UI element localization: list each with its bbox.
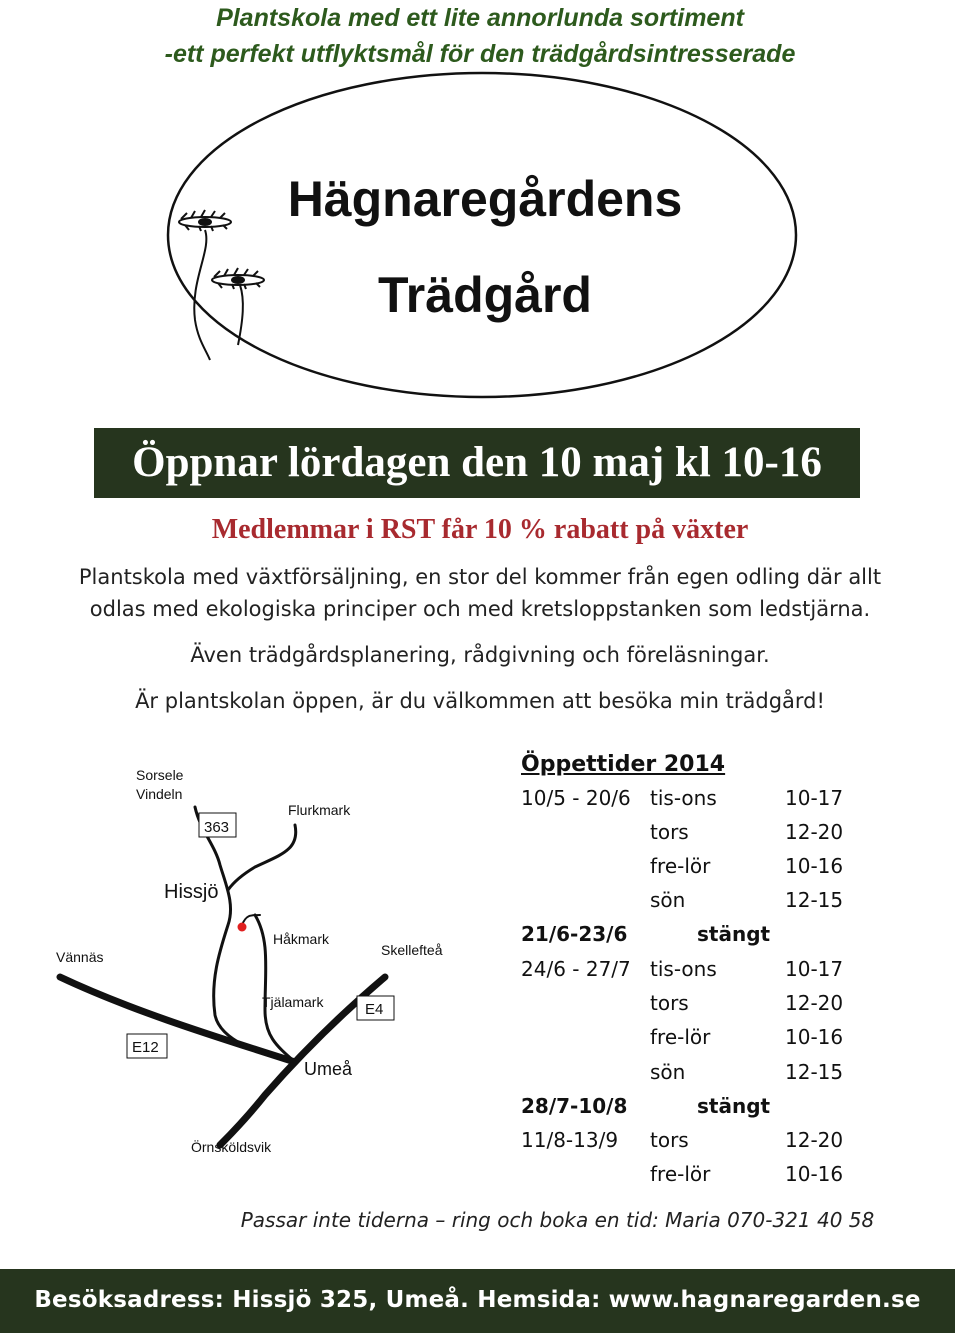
description-line-4: Är plantskolan öppen, är du välkommen att besöka min trädgård! [135, 689, 825, 713]
title-line-1: Hägnaregårdens [287, 171, 683, 227]
map-label-umea: Umeå [304, 1059, 353, 1079]
hours-time: 10-16 [785, 1162, 844, 1186]
map-label-flurkmark: Flurkmark [288, 802, 351, 818]
map-label-road-e4: E4 [365, 1001, 384, 1018]
map-label-vindeln: Vindeln [136, 786, 183, 802]
map-label-vannas: Vännäs [56, 949, 104, 965]
hours-time: 10-17 [785, 786, 844, 810]
hours-day: tors [650, 1128, 689, 1152]
description-line-2: odlas med ekologiska principer och med kretsloppstanken som ledstjärna. [89, 597, 871, 621]
hours-day: sön [650, 1060, 686, 1084]
hours-time: 12-20 [785, 1128, 844, 1152]
discount-text: Medlemmar i RST får 10 % rabatt på växter [211, 514, 749, 545]
description-line-3: Även trädgårdsplanering, rådgivning och föreläsningar. [190, 643, 770, 667]
map-label-ornskoldsvik: Örnsköldsvik [191, 1139, 272, 1155]
location-marker [238, 923, 247, 932]
hours-period: 28/7-10/8 [521, 1094, 628, 1118]
hours-period: 24/6 - 27/7 [521, 957, 631, 981]
hours-time: 10-16 [785, 854, 844, 878]
hours-heading: Öppettider 2014 [521, 752, 726, 777]
hours-time: 10-17 [785, 957, 844, 981]
hours-time: 12-15 [785, 1060, 844, 1084]
directions-map [50, 755, 470, 1165]
hours-time: 12-15 [785, 888, 844, 912]
map-label-road-363: 363 [204, 819, 230, 836]
hours-period: 10/5 - 20/6 [521, 786, 631, 810]
hours-period: 21/6-23/6 [521, 922, 628, 946]
opening-banner: Öppnar lördagen den 10 maj kl 10-16 [94, 428, 860, 498]
hours-day: tis-ons [650, 786, 717, 810]
hours-day: tis-ons [650, 957, 717, 981]
hours-time: 12-20 [785, 991, 844, 1015]
hours-day: fre-lör [650, 1162, 711, 1186]
hours-day: fre-lör [650, 1025, 711, 1049]
hours-time: 12-20 [785, 820, 844, 844]
hours-period: 11/8-13/9 [521, 1128, 619, 1152]
tagline-2: -ett perfekt utflyktsmål för den trädgårdsintresserade [164, 40, 796, 68]
hours-day: fre-lör [650, 854, 711, 878]
map-label-hakmark: Håkmark [273, 931, 330, 947]
map-label-road-e12: E12 [132, 1039, 159, 1056]
map-label-skelleftea: Skellefteå [381, 942, 443, 958]
hours-time: 10-16 [785, 1025, 844, 1049]
tagline-1: Plantskola med ett lite annorlunda sortiment [216, 4, 744, 32]
hours-closed: stängt [697, 1094, 771, 1118]
call-note: Passar inte tiderna – ring och boka en tid: Maria 070-321 40 58 [240, 1208, 875, 1232]
map-label-hissjo: Hissjö [164, 881, 219, 903]
map-label-sorsele: Sorsele [136, 767, 184, 783]
hours-day: tors [650, 991, 689, 1015]
hours-day: sön [650, 888, 686, 912]
hours-closed: stängt [697, 922, 771, 946]
map-label-tjalamark: Tjälamark [262, 994, 324, 1010]
hours-day: tors [650, 820, 689, 844]
description-line-1: Plantskola med växtförsäljning, en stor del kommer från egen odling där allt [78, 565, 882, 589]
footer-address: Besöksadress: Hissjö 325, Umeå. Hemsida: www.hagnaregarden.se [0, 1269, 955, 1333]
title-line-2: Trädgård [378, 267, 592, 323]
